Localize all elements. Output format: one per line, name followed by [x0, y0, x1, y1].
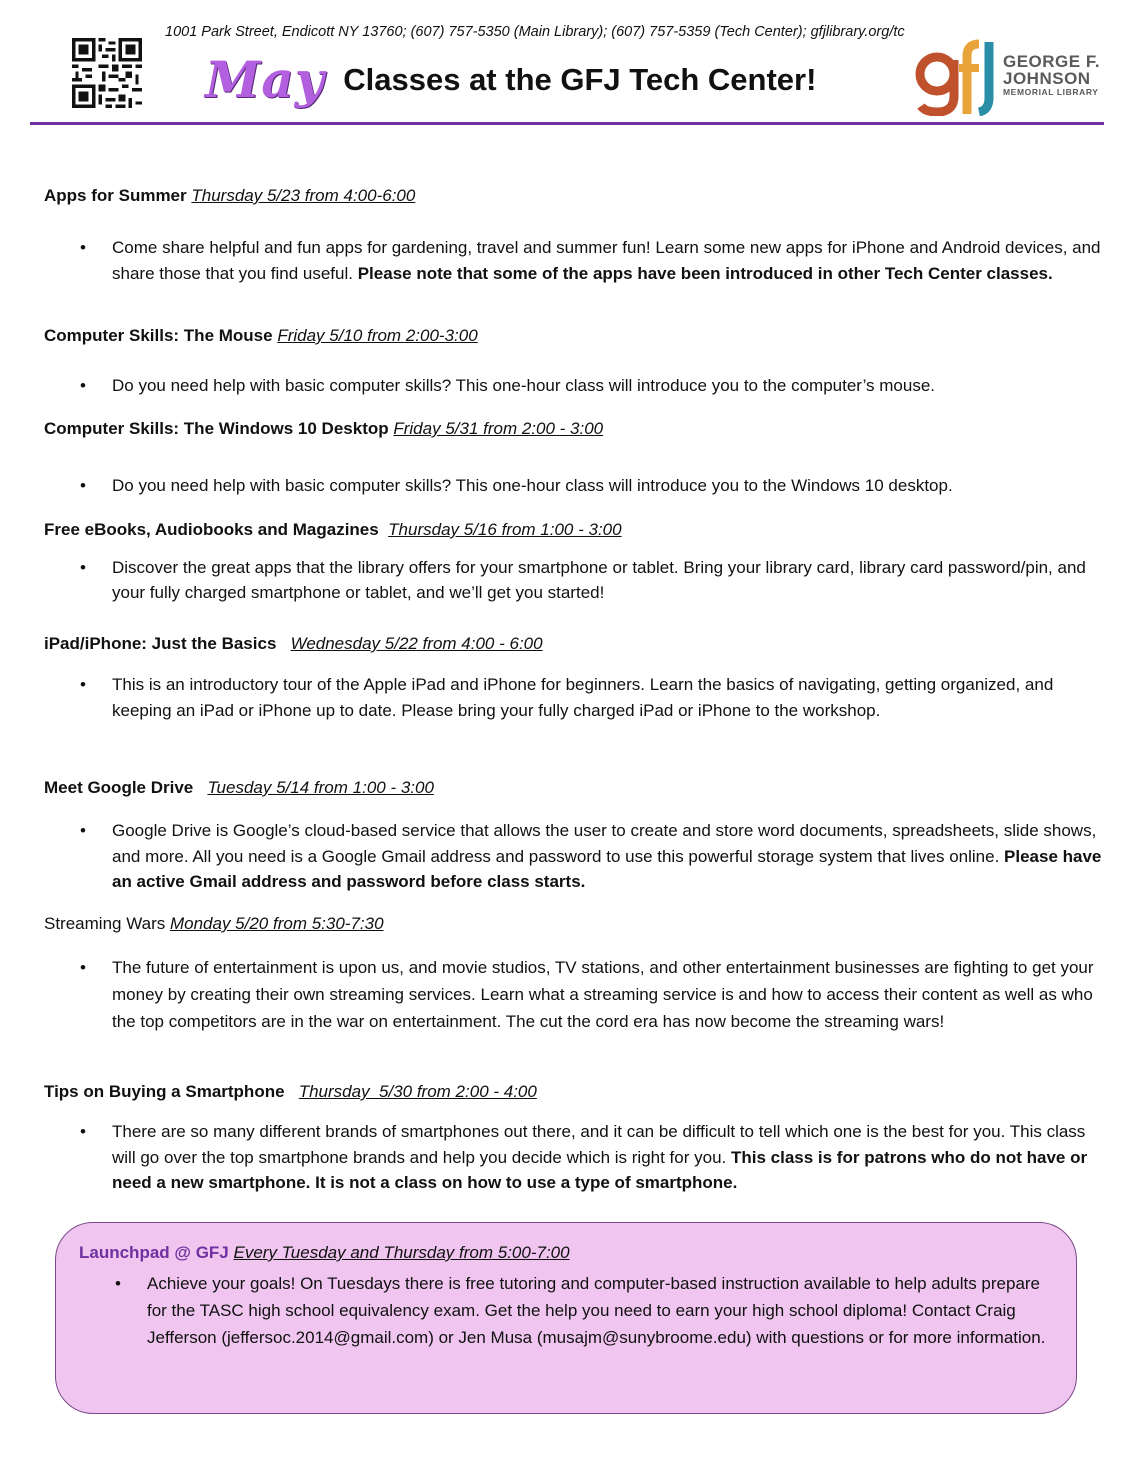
logo-line1: GEORGE F.: [1003, 52, 1101, 71]
class-schedule: Friday 5/31 from 2:00 - 3:00: [393, 419, 604, 438]
description-text: Discover the great apps that the library offers for your smartphone or tablet. Bring your library card, library card password/pin, and your fully charged smartphone or tablet, and we’ll get you started!: [112, 558, 1086, 602]
class-heading: [44, 419, 1104, 439]
launchpad-heading: [79, 1243, 570, 1263]
description-text: There are so many different brands of smartphones out there, and it can be difficult to tell which one is the best for you. This class will go over the top smartphone brands and help you decide which is right for you.: [112, 1122, 1086, 1167]
header-address: 1001 Park Street, Endicott NY 13760; (607) 757-5350 (Main Library); (607) 757-5359 (Tech Center); gfjlibrary.org/tc: [165, 24, 905, 40]
bullet-icon: •: [80, 675, 86, 694]
class-description: [44, 235, 1104, 287]
bullet-icon: •: [80, 476, 86, 495]
title-text: Classes at the GFJ Tech Center!: [343, 61, 817, 97]
description-note: Please note that some of the apps have been introduced in other Tech Center classes.: [357, 264, 1053, 283]
description-note: Please have an active Gmail address and password before class starts.: [112, 846, 1102, 891]
gfj-logo-icon: [915, 36, 999, 116]
class-description: [44, 954, 1104, 1035]
launchpad-box: [55, 1222, 1077, 1414]
bullet-icon: •: [115, 1274, 121, 1293]
header-divider: [30, 122, 1104, 125]
class-name: Tips on Buying a Smartphone: [44, 1082, 285, 1101]
class-description: [44, 555, 1104, 605]
class-name: Computer Skills: The Windows 10 Desktop: [44, 419, 389, 438]
class-name: Streaming Wars: [44, 914, 166, 933]
class-description: [44, 473, 1104, 499]
bullet-icon: •: [80, 821, 86, 840]
class-name: iPad/iPhone: Just the Basics: [44, 634, 277, 653]
class-name: Apps for Summer: [44, 186, 187, 205]
class-heading: [44, 634, 1104, 654]
class-schedule: Wednesday 5/22 from 4:00 - 6:00: [290, 634, 543, 653]
description-text: Do you need help with basic computer skills? This one-hour class will introduce you to the Windows 10 desktop.: [112, 476, 953, 495]
logo-line2: JOHNSON: [1003, 69, 1091, 88]
class-section: [44, 778, 1104, 895]
logo-wordmark: [1003, 53, 1100, 97]
class-section: [44, 326, 1104, 399]
class-section: [44, 1082, 1104, 1196]
class-heading: [44, 1082, 1104, 1102]
class-heading: [44, 520, 1104, 540]
class-description: [44, 1119, 1104, 1196]
class-schedule: Thursday 5/16 from 1:00 - 3:00: [388, 520, 622, 539]
description-text: Do you need help with basic computer skills? This one-hour class will introduce you to the computer’s mouse.: [112, 376, 936, 395]
class-name: Free eBooks, Audiobooks and Magazines: [44, 520, 379, 539]
bullet-icon: •: [80, 376, 86, 395]
class-name: Meet Google Drive: [44, 778, 194, 797]
bullet-icon: •: [80, 558, 86, 577]
class-schedule: Thursday 5/23 from 4:00-6:00: [191, 186, 416, 205]
launchpad-name: Launchpad @ GFJ: [79, 1243, 229, 1262]
class-section: [44, 520, 1104, 605]
logo-line3: MEMORIAL LIBRARY: [1003, 87, 1099, 97]
class-heading: [44, 914, 1104, 934]
class-section: [44, 914, 1104, 1035]
bullet-icon: •: [80, 238, 86, 257]
page-title: [205, 50, 816, 109]
class-description: [44, 818, 1104, 895]
launchpad-description: [115, 1270, 1057, 1351]
class-description: [44, 672, 1104, 723]
description-text: Come share helpful and fun apps for gardening, travel and summer fun! Learn some new apps for iPhone and Android devices, and share those that you find useful.: [112, 238, 1101, 283]
launchpad-text: Achieve your goals! On Tuesdays there is free tutoring and computer-based instruction available to help adults prepare for the TASC high school equivalency exam. Get the help you need to earn your high school diploma! Contact Craig Jefferson (jeffersoc.2014@gmail.com) or Jen Musa (musajm@sunybroome.edu) with questions or for more information.: [147, 1274, 1046, 1347]
class-schedule: Friday 5/10 from 2:00-3:00: [277, 326, 478, 345]
class-schedule: Monday 5/20 from 5:30-7:30: [169, 914, 384, 933]
bullet-icon: •: [80, 1122, 86, 1141]
class-schedule: Tuesday 5/14 from 1:00 - 3:00: [207, 778, 434, 797]
class-schedule: Thursday 5/30 from 2:00 - 4:00: [298, 1082, 537, 1101]
launchpad-schedule: Every Tuesday and Thursday from 5:00-7:00: [233, 1243, 570, 1262]
class-heading: [44, 186, 1104, 206]
qr-code[interactable]: [72, 38, 142, 108]
month-label: May: [205, 50, 325, 109]
class-heading: [44, 778, 1104, 798]
description-text: The future of entertainment is upon us, and movie studios, TV stations, and other entertainment businesses are fighting to get your money by creating their own streaming services. Learn what a streaming service is and how to access their content as well as who the top competitors are in the war on entertainment. The cut the cord era has now become the streaming wars!: [112, 958, 1094, 1031]
class-section: [44, 634, 1104, 723]
class-section: [44, 419, 1104, 499]
bullet-icon: •: [80, 958, 86, 977]
class-section: [44, 186, 1104, 287]
class-heading: [44, 326, 1104, 346]
description-note: This class is for patrons who do not have or need a new smartphone. It is not a class on how to use a type of smartphone.: [112, 1147, 1088, 1192]
description-text: This is an introductory tour of the Apple iPad and iPhone for beginners. Learn the basics of navigating, getting organized, and keeping an iPad or iPhone up to date. Please bring your fully charged iPad or iPhone to the workshop.: [112, 675, 1054, 720]
description-text: Google Drive is Google’s cloud-based service that allows the user to create and store word documents, spreadsheets, slide shows, and more. All you need is a Google Gmail address and password to use this powerful storage system that lives online.: [112, 821, 1097, 866]
class-name: Computer Skills: The Mouse: [44, 326, 273, 345]
class-description: [44, 373, 1104, 399]
